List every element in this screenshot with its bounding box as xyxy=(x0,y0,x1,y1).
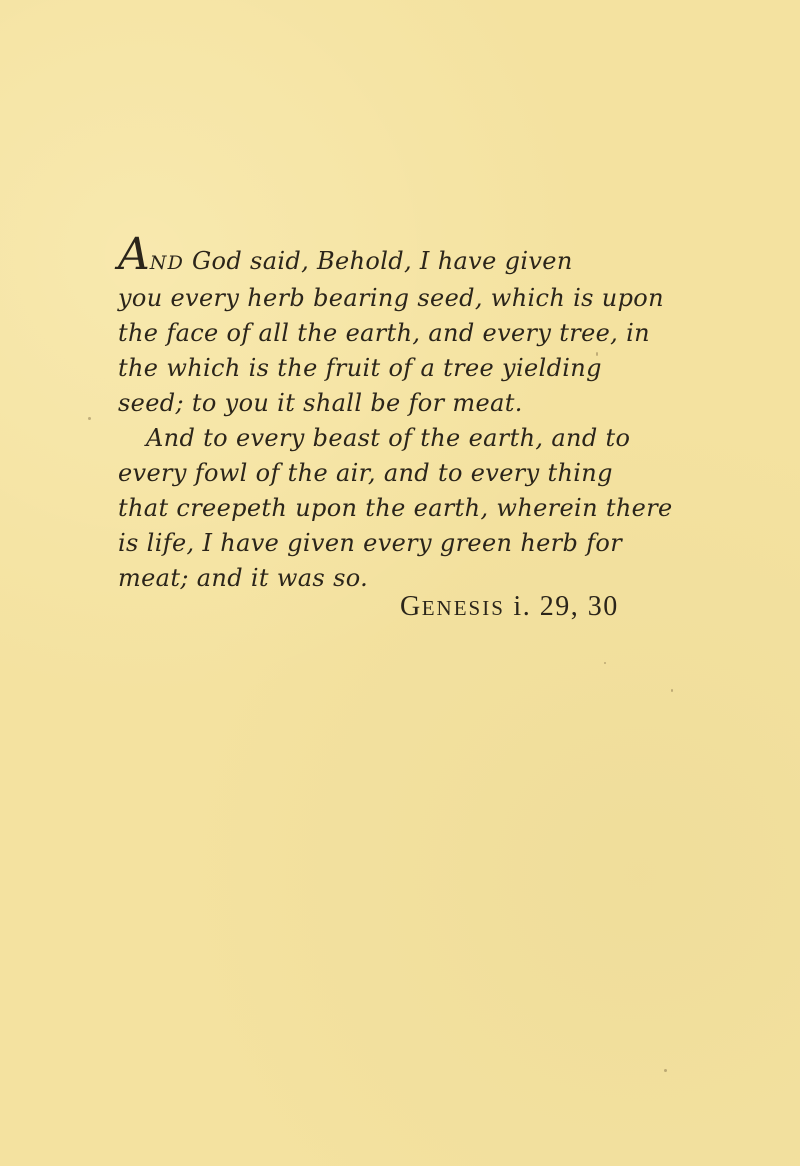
paper-speck xyxy=(664,1069,667,1072)
paper-speck xyxy=(596,352,598,356)
passage-line-7: every fowl of the air, and to every thing xyxy=(118,459,613,487)
drop-cap: A xyxy=(118,229,150,280)
scripture-passage xyxy=(118,229,673,596)
scripture-reference xyxy=(400,591,619,623)
passage-line-8: that creepeth upon the earth, wherein there xyxy=(118,494,673,522)
passage-line-9: is life, I have given every green herb for xyxy=(118,529,623,557)
paper-speck xyxy=(604,662,606,664)
passage-line-1 xyxy=(118,229,658,281)
first-line-text: God said, Behold, I have given xyxy=(184,247,573,275)
passage-line-5: seed; to you it shall be for meat. xyxy=(118,389,523,417)
first-word-small-caps: ND xyxy=(149,252,185,274)
paper-speck xyxy=(88,417,91,420)
reference-verse: i. 29, 30 xyxy=(504,591,619,622)
passage-line-3: the face of all the earth, and every tree, in xyxy=(118,319,650,347)
passage-line-2: you every herb bearing seed, which is upon xyxy=(118,284,664,312)
passage-line-6: And to every beast of the earth, and to xyxy=(146,424,631,452)
paper-speck xyxy=(671,689,673,692)
passage-line-10: meat; and it was so. xyxy=(118,564,369,592)
reference-book-small-caps: ENESIS xyxy=(421,596,505,620)
passage-line-4: the which is the fruit of a tree yielding xyxy=(118,354,602,382)
reference-initial: G xyxy=(400,591,422,622)
